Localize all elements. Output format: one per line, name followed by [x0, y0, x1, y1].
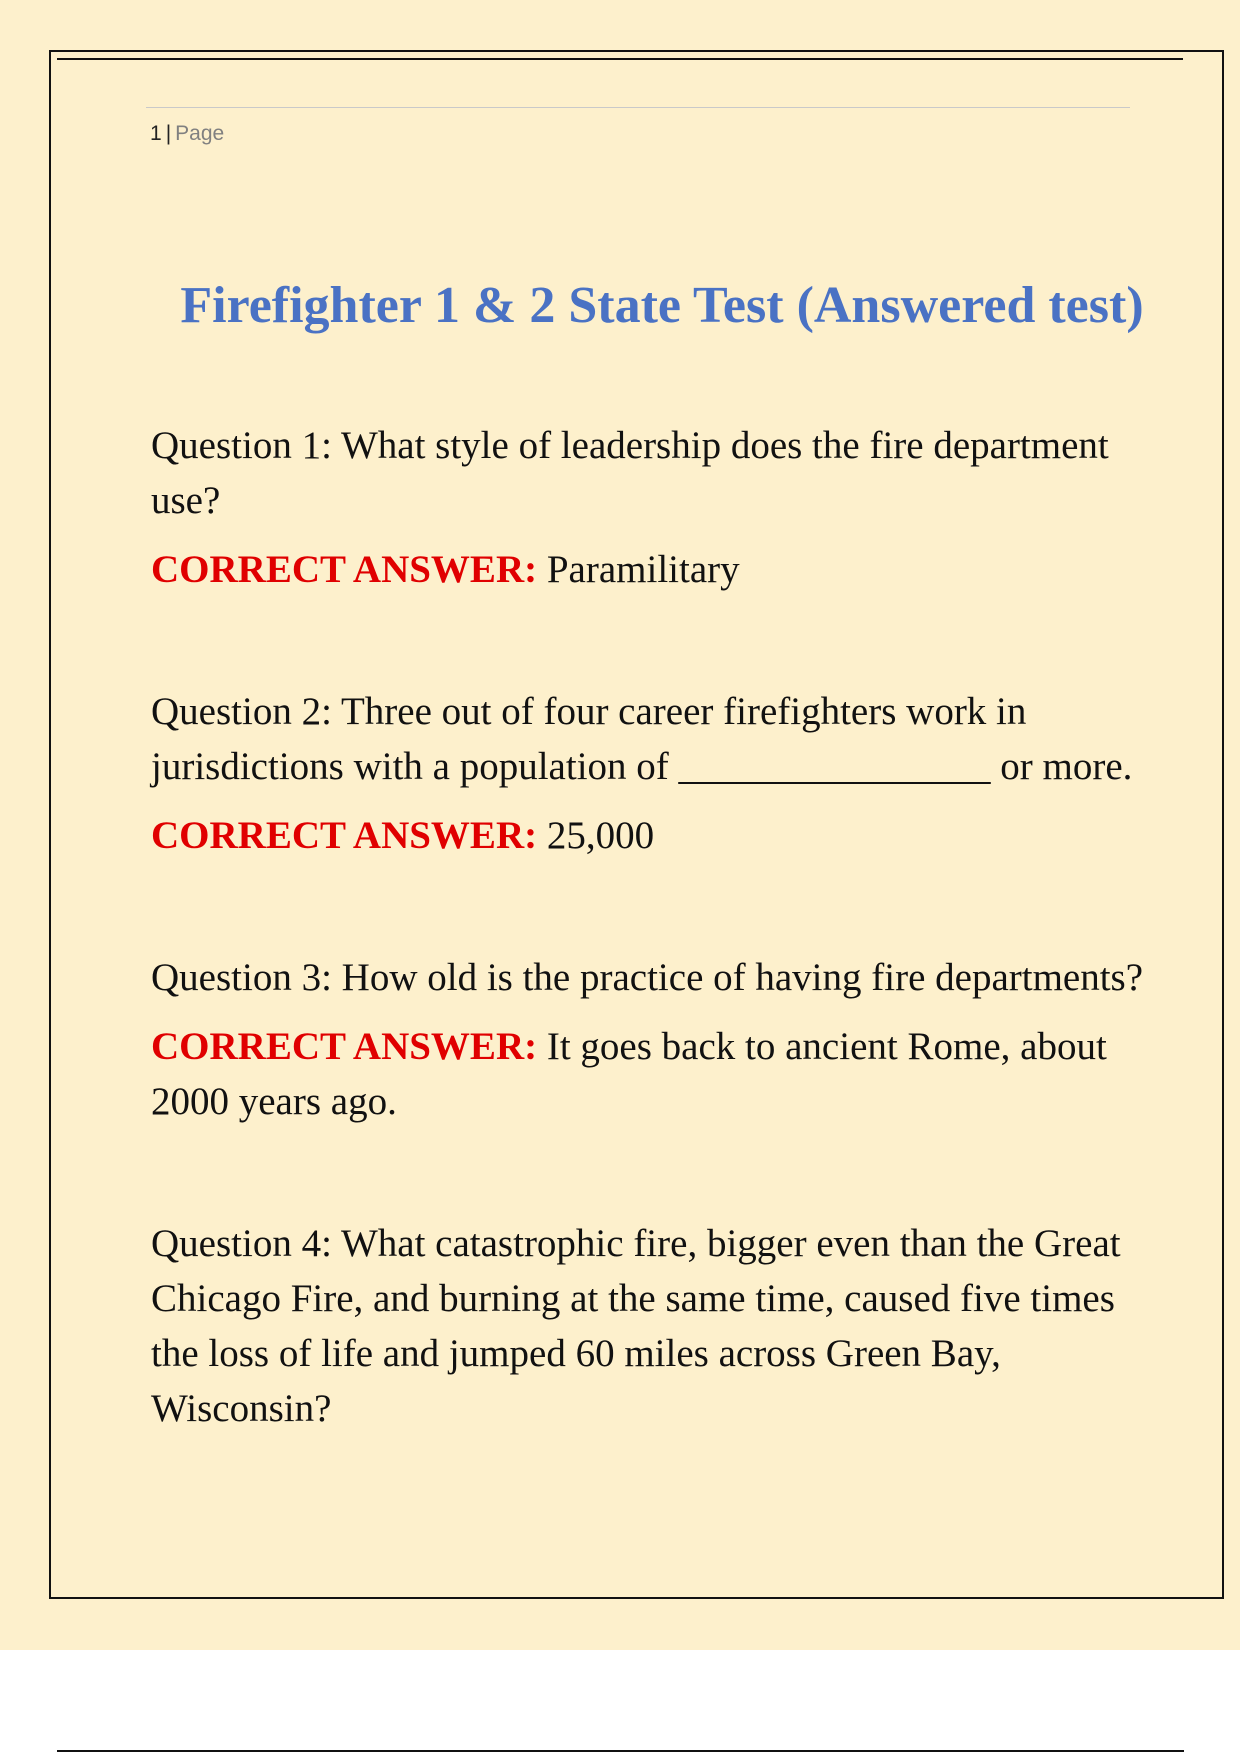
answer-text: It goes back to ancient Rome, about 2000 years ago.: [151, 1025, 1107, 1123]
answer-line: [151, 542, 1151, 597]
question-text: Question 4: What catastrophic fire, bigger even than the Great Chicago Fire, and burning at the same time, caused five times the loss of life and jumped 60 miles across Green Bay, Wisconsin?: [151, 1222, 1121, 1430]
question-block-1: [151, 418, 1151, 597]
answer-text: Paramilitary: [546, 548, 740, 591]
answer-line: [151, 808, 1151, 863]
question-block-3: [151, 950, 1151, 1129]
question-block-2: [151, 684, 1151, 863]
question-block-4: [151, 1216, 1151, 1436]
answer-label: CORRECT ANSWER:: [151, 814, 538, 857]
answer-label: CORRECT ANSWER:: [151, 1025, 538, 1068]
answer-label: CORRECT ANSWER:: [151, 548, 538, 591]
question-list: [151, 418, 1151, 1523]
page-number-header: [150, 122, 224, 146]
next-page-border-top: [57, 1750, 1184, 1752]
page-border-inner-line: [57, 58, 1183, 60]
page-number-separator: |: [165, 122, 172, 145]
document-title: Firefighter 1 & 2 State Test (Answered test): [180, 277, 1144, 334]
answer-line: [151, 1019, 1151, 1129]
question-text: Question 2: Three out of four career firefighters work in jurisdictions with a population of ________________ or more.: [151, 690, 1133, 788]
question-text: Question 3: How old is the practice of having fire departments?: [151, 956, 1144, 999]
answer-text: 25,000: [546, 814, 655, 857]
header-rule: [146, 107, 1130, 108]
page-number: 1: [150, 122, 162, 145]
question-text: Question 1: What style of leadership does the fire department use?: [151, 424, 1109, 522]
page-label: Page: [175, 122, 225, 145]
